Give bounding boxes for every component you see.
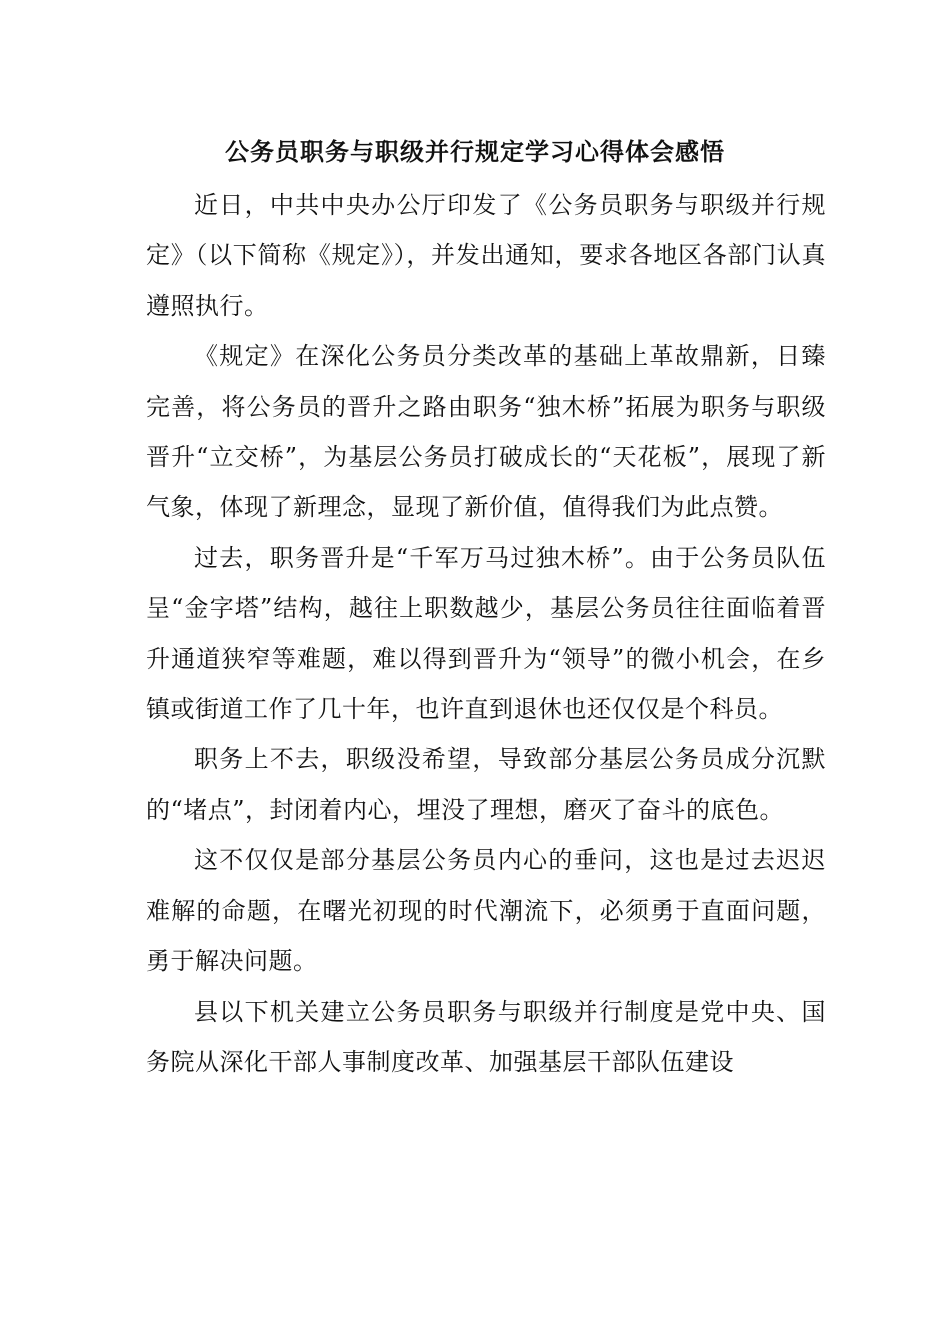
paragraph: 近日，中共中央办公厅印发了《公务员职务与职级并行规定》（以下简称《规定》），并发出通知，要求各地区各部门认真遵照执行。 bbox=[146, 191, 826, 320]
document-body bbox=[146, 180, 826, 1087]
paragraph: 县以下机关建立公务员职务与职级并行制度是党中央、国务院从深化干部人事制度改革、加强基层干部队伍建设 bbox=[146, 997, 826, 1076]
paragraph: 职务上不去，职级没希望，导致部分基层公务员成分沉默的“堵点”，封闭着内心，埋没了理想，磨灭了奋斗的底色。 bbox=[146, 745, 826, 824]
paragraph: 《规定》在深化公务员分类改革的基础上革故鼎新，日臻完善，将公务员的晋升之路由职务“独木桥”拓展为职务与职级晋升“立交桥”，为基层公务员打破成长的“天花板”，展现了新气象，体现了新理念，显现了新价值，值得我们为此点赞。 bbox=[146, 342, 826, 522]
document-title: 公务员职务与职级并行规定学习心得体会感悟 bbox=[225, 137, 725, 166]
paragraph: 这不仅仅是部分基层公务员内心的垂问，这也是过去迟迟难解的命题，在曙光初现的时代潮流下，必须勇于直面问题，勇于解决问题。 bbox=[146, 846, 826, 976]
paragraph: 过去，职务晋升是“千军万马过独木桥”。由于公务员队伍呈“金字塔”结构，越往上职数越少，基层公务员往往面临着晋升通道狭窄等难题，难以得到晋升为“领导”的微小机会，在乡镇或街道工作了几十年，也许直到退休也还仅仅是个科员。 bbox=[146, 543, 826, 724]
